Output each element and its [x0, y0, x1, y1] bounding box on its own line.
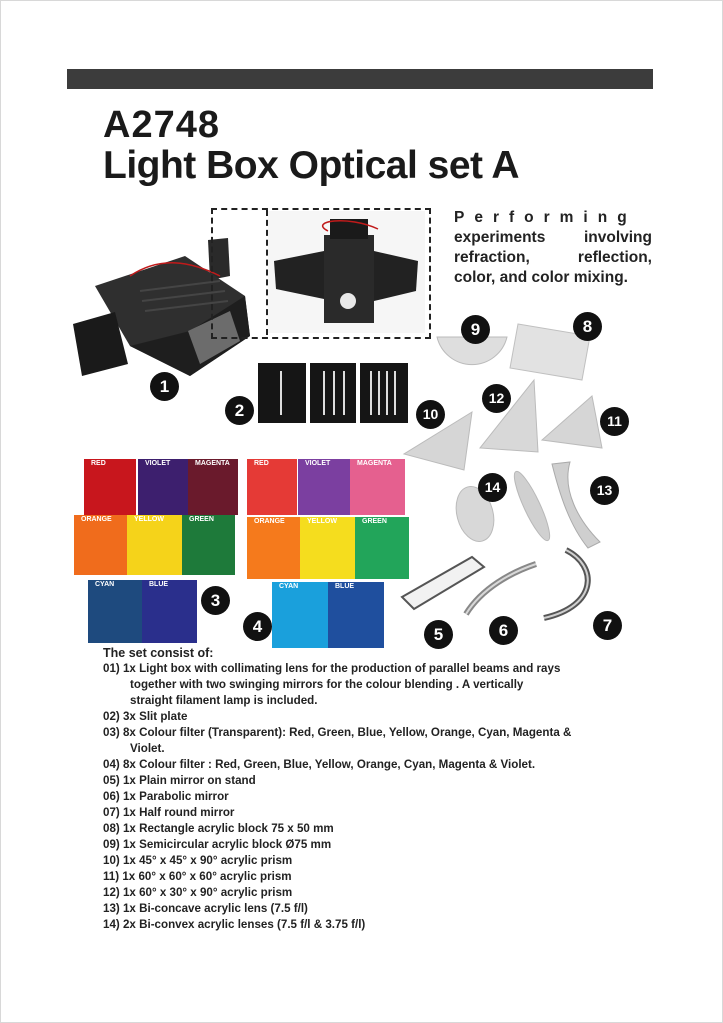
filter-tile: [74, 515, 127, 575]
callout-2: 2: [225, 396, 254, 425]
filter-label: ORANGE: [254, 518, 285, 525]
contents-item-continuation: together with two swinging mirrors for the colour blending . A vertically: [130, 678, 524, 691]
callout-3: 3: [201, 586, 230, 615]
contents-item-continuation: Violet.: [130, 742, 165, 755]
filter-label: ORANGE: [81, 516, 112, 523]
callout-5: 5: [424, 620, 453, 649]
bi-concave-lens-image: [548, 460, 604, 550]
callout-10: 10: [416, 400, 445, 429]
contents-item: 12) 1x 60° x 30° x 90° acrylic prism: [103, 886, 293, 899]
filter-label: GREEN: [362, 518, 387, 525]
filter-tile: [328, 582, 384, 648]
contents-item: 07) 1x Half round mirror: [103, 806, 235, 819]
filter-label: BLUE: [335, 583, 355, 590]
contents-item: 03) 8x Colour filter (Transparent): Red, Green, Blue, Yellow, Orange, Cyan, Magenta &: [103, 726, 572, 739]
filter-label: VIOLET: [305, 460, 331, 467]
contents-item: 01) 1x Light box with collimating lens for the production of parallel beams and rays: [103, 662, 561, 675]
callout-4: 4: [243, 612, 272, 641]
callout-7: 7: [593, 611, 622, 640]
filter-label: YELLOW: [307, 518, 337, 525]
filter-tile: [88, 580, 142, 643]
filter-tile: [182, 515, 235, 575]
callout-6: 6: [489, 616, 518, 645]
contents-items: [103, 661, 571, 933]
contents-item: 02) 3x Slit plate: [103, 710, 188, 723]
contents-item: 08) 1x Rectangle acrylic block 75 x 50 mm: [103, 822, 334, 835]
callout-1: 1: [150, 372, 179, 401]
contents-list: [103, 645, 571, 933]
header-bar: [67, 69, 653, 89]
filter-tile: [188, 459, 238, 515]
parabolic-mirror-image: [462, 558, 540, 618]
filter-tile: [350, 459, 405, 515]
contents-item: 14) 2x Bi-convex acrylic lenses (7.5 f/l & 3.75 f/l): [103, 918, 366, 931]
callout-14: 14: [478, 473, 507, 502]
filter-tile: [300, 517, 355, 579]
tagline: [454, 208, 652, 288]
contents-item: 10) 1x 45° x 45° x 90° acrylic prism: [103, 854, 293, 867]
half-round-mirror-image: [536, 546, 602, 624]
filter-label: CYAN: [95, 581, 115, 588]
callout-11: 11: [600, 407, 629, 436]
tagline-rest: experiments involving refraction, reflection, color, and color mixing.: [454, 229, 652, 286]
contents-item: 06) 1x Parabolic mirror: [103, 790, 229, 803]
filter-tile: [247, 459, 297, 515]
slit-plates-image: [258, 363, 408, 425]
filter-label: BLUE: [149, 581, 169, 588]
filter-label: RED: [254, 460, 269, 467]
callout-12: 12: [482, 384, 511, 413]
filter-tile: [84, 459, 136, 515]
callout-8: 8: [573, 312, 602, 341]
filter-tile: [272, 582, 328, 648]
callout-9: 9: [461, 315, 490, 344]
contents-item-continuation: straight filament lamp is included.: [130, 694, 318, 707]
filter-tile: [298, 459, 350, 515]
filter-label: RED: [91, 460, 106, 467]
filter-label: GREEN: [189, 516, 214, 523]
contents-item: 04) 8x Colour filter : Red, Green, Blue, Yellow, Orange, Cyan, Magenta & Violet.: [103, 758, 536, 771]
contents-item: 11) 1x 60° x 60° x 60° acrylic prism: [103, 870, 292, 883]
product-code: A2748: [103, 104, 220, 146]
light-box-open-photo: [268, 211, 425, 333]
contents-item: 09) 1x Semicircular acrylic block Ø75 mm: [103, 838, 332, 851]
filter-label: CYAN: [279, 583, 299, 590]
filter-tile: [138, 459, 188, 515]
contents-heading: The set consist of:: [103, 646, 214, 660]
filter-tile: [127, 515, 182, 575]
tagline-first-word: Performing: [454, 209, 637, 226]
filter-label: MAGENTA: [357, 460, 392, 467]
filter-label: YELLOW: [134, 516, 164, 523]
filter-label: MAGENTA: [195, 460, 230, 467]
callout-13: 13: [590, 476, 619, 505]
prism-60-60-60-image: [540, 394, 604, 452]
contents-item: 13) 1x Bi-concave acrylic lens (7.5 f/l): [103, 902, 308, 915]
filter-tile: [247, 517, 300, 579]
contents-item: 05) 1x Plain mirror on stand: [103, 774, 256, 787]
product-title: Light Box Optical set A: [103, 144, 520, 187]
filter-tile: [142, 580, 197, 643]
filter-label: VIOLET: [145, 460, 171, 467]
